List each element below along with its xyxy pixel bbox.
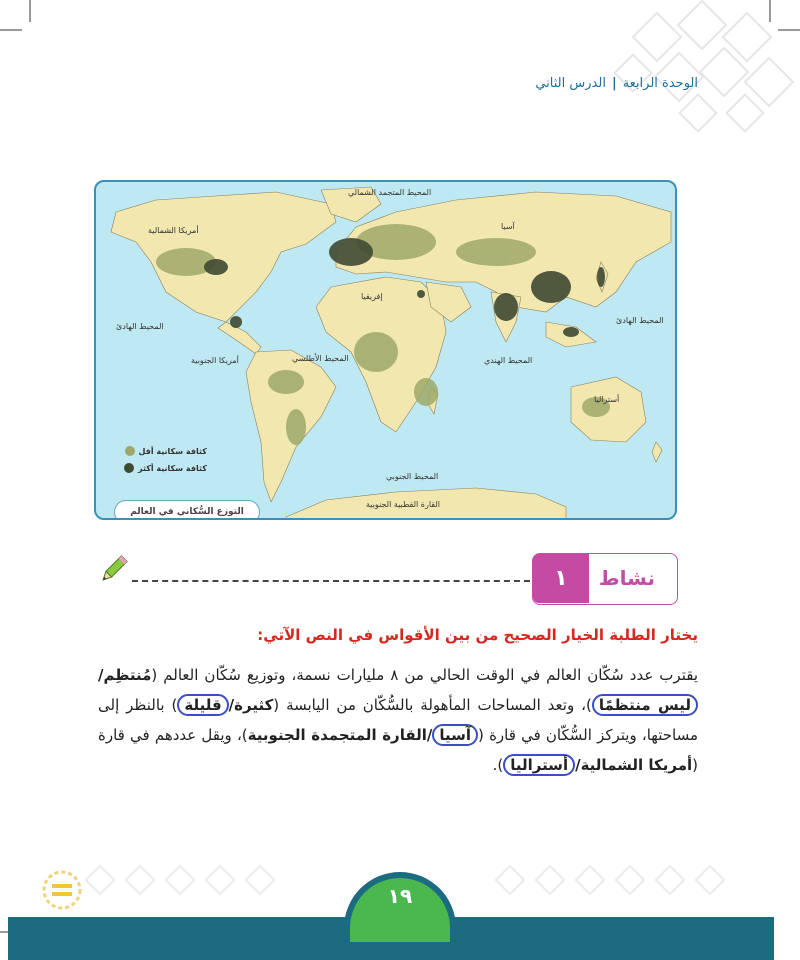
- legend-row-high: [124, 463, 207, 473]
- option-australia-circled: أستراليا: [503, 754, 575, 776]
- page-header: [535, 76, 698, 91]
- option-asia-circled: آسيا: [432, 724, 478, 746]
- option-slash-3: /: [426, 726, 433, 744]
- paragraph-part-5: ).: [492, 756, 504, 774]
- legend-row-low: [124, 446, 207, 456]
- decorative-diamonds: [470, 0, 800, 150]
- legend-high-density: كثافة سكانية أكثر: [138, 463, 207, 473]
- option-slash-2: /: [228, 696, 235, 714]
- map-label-pacific-ocean-east: المحيط الهادئ: [616, 316, 664, 325]
- option-not-organized-circled: ليس منتظمًا: [592, 694, 698, 716]
- page-number: ١٩: [387, 884, 413, 908]
- activity-badge: [532, 553, 678, 605]
- activity-paragraph: [98, 660, 698, 780]
- paragraph-part-4: )، ويقل عددهم في قارة (: [98, 726, 698, 774]
- activity-label: نشاط: [598, 566, 655, 590]
- option-slash-1: /: [98, 666, 104, 684]
- legend-low-density: كثافة سكانية أقل: [138, 446, 207, 456]
- activity-dashed-line: [132, 580, 530, 582]
- map-label-antarctica: القارة القطبية الجنوبية: [366, 500, 440, 509]
- map-legend: [124, 446, 207, 480]
- option-few-circled: قليلة: [177, 694, 228, 716]
- option-many: كثيرة: [234, 696, 274, 714]
- activity-header: [96, 553, 678, 605]
- map-label-arctic-ocean: المحيط المتجمد الشمالي: [348, 188, 432, 197]
- map-label-north-america: أمريكا الشمالية: [148, 226, 199, 235]
- paragraph-part-3: ) بالنظر إلى مساحتها، ويتركز السُّكّان في قارة (: [98, 696, 698, 744]
- map-label-asia: آسيا: [501, 222, 515, 231]
- option-antarctica: القارة المتجمدة الجنوبية: [247, 726, 427, 744]
- map-label-australia: أستراليا: [594, 395, 620, 404]
- map-label-pacific-ocean-west: المحيط الهادئ: [116, 322, 164, 331]
- lesson-title: الدرس الثاني: [535, 76, 606, 91]
- new-zealand-shape: [652, 442, 662, 462]
- activity-number: ١: [533, 554, 589, 603]
- publisher-logo-icon: [40, 868, 84, 912]
- low-density-swatch: [125, 446, 135, 456]
- option-slash-4: /: [575, 756, 581, 774]
- north-america-shape: [111, 192, 336, 322]
- activity-instruction: يختار الطلبة الخيار الصحيح من بين الأقواس في النص الآتي:: [257, 626, 698, 644]
- map-label-south-america: أمريكا الجنوبية: [191, 356, 239, 365]
- map-label-southern-ocean: المحيط الجنوبي: [386, 472, 439, 481]
- map-label-africa: إفريقيا: [361, 292, 383, 301]
- pencil-icon: [96, 553, 130, 587]
- map-caption: التوزع السُّكاني في العالم: [114, 500, 260, 520]
- header-separator: |: [611, 76, 617, 91]
- option-north-america: أمريكا الشمالية: [580, 756, 693, 774]
- paragraph-part-1: يقترب عدد سُكّان العالم في الوقت الحالي من ٨ مليارات نسمة، وتوزيع سُكّان العالم (: [151, 666, 698, 684]
- high-density-swatch: [124, 463, 134, 473]
- unit-title: الوحدة الرابعة: [622, 76, 698, 91]
- map-label-indian-ocean: المحيط الهندي: [484, 356, 533, 365]
- option-organized: مُنتظِم: [103, 666, 152, 684]
- paragraph-part-2: )، وتعد المساحات المأهولة بالسُّكّان من اليابسة (: [273, 696, 592, 714]
- map-label-atlantic-ocean: المحيط الأطلسي: [292, 354, 349, 363]
- world-population-map: [94, 180, 677, 520]
